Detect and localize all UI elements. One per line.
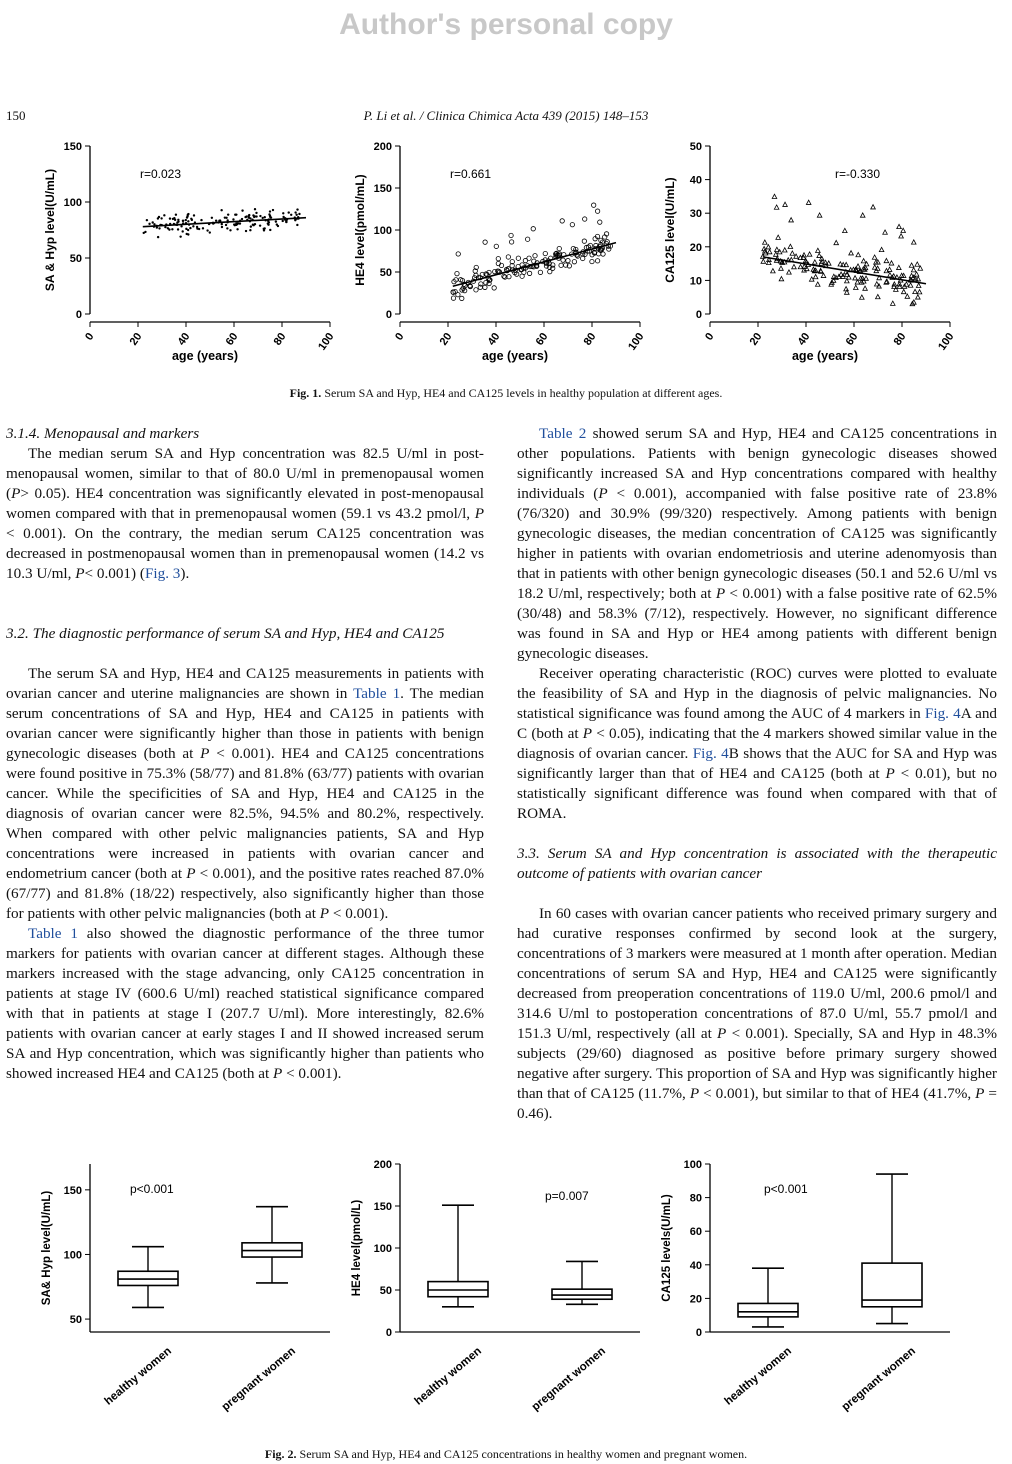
- data-point: [179, 235, 181, 237]
- paragraph-other-populations: Table 2 showed serum SA and Hyp, HE4 and CA125 concentrations in other populations. Patients with benign gynecologic diseases showed significantly increased SA and Hyp concentrations compared with healthy individuals (P < 0.001), accompanied with false positive rate of 23.8% (76/320) and 30.9% (99/320) respectively. Among patients with benign gynecologic diseases, the median concentration of CA125 was significantly higher in patients with ovarian endometriosis and uterine adenomyosis than that in patients with other benign gynecologic diseases (50.1 and 52.6 U/ml vs 18.2 U/ml, respectively; both at P < 0.001) with a false positive rate of 62.5% (30/48) and 58.3% (7/12), respectively. However, no significant difference was found in SA and Hyp or HE4 among patients with different benign gynecologic diseases.: [517, 425, 998, 662]
- data-point: [909, 263, 914, 267]
- data-point: [595, 259, 599, 263]
- data-point: [177, 219, 179, 221]
- fig-3-link[interactable]: Fig. 3: [144, 565, 181, 582]
- data-point: [185, 228, 187, 230]
- data-point: [582, 239, 586, 243]
- y-axis-label: SA& Hyp level(U/mL): [41, 1190, 53, 1306]
- data-point: [282, 220, 284, 222]
- data-point: [160, 217, 162, 219]
- data-point: [254, 208, 256, 210]
- data-point: [215, 219, 217, 221]
- data-point: [557, 246, 561, 250]
- category-label: healthy women: [722, 1345, 794, 1408]
- data-point: [156, 226, 158, 228]
- x-tick-label: 40: [795, 330, 813, 348]
- data-point: [525, 237, 529, 241]
- x-axis-label: age (years): [481, 349, 549, 363]
- correlation-annotation: r=-0.330: [835, 167, 881, 181]
- data-point: [180, 225, 182, 227]
- figure-2-caption: Fig. 2. Serum SA and Hyp, HE4 and CA125 concentrations in healthy women and pregnant women.: [264, 1447, 748, 1461]
- data-point: [189, 227, 191, 229]
- data-point: [259, 215, 261, 217]
- y-tick-label: 100: [63, 1249, 82, 1262]
- data-point: [264, 216, 266, 218]
- data-point: [163, 214, 165, 216]
- section-heading-3-1-4: 3.1.4. Menopausal and markers: [6, 425, 200, 442]
- data-point: [864, 262, 869, 266]
- data-point: [559, 263, 563, 267]
- x-tick-label: 80: [891, 330, 909, 348]
- box-iqr: [552, 1289, 612, 1299]
- category-label: healthy women: [412, 1345, 484, 1408]
- data-point: [196, 226, 198, 228]
- table-1-link[interactable]: Table 1: [28, 925, 78, 942]
- figure-2: [0, 1148, 1012, 1438]
- x-tick-label: 40: [175, 330, 193, 348]
- data-point: [187, 214, 189, 216]
- category-label: pregnant women: [219, 1345, 298, 1414]
- data-point: [290, 214, 292, 216]
- data-point: [914, 272, 919, 276]
- x-tick-label: 80: [581, 330, 599, 348]
- x-tick-label: 100: [316, 330, 337, 353]
- data-point: [244, 216, 246, 218]
- y-axis-label: HE4 level(pmol/L): [351, 1199, 363, 1297]
- data-point: [494, 244, 498, 248]
- x-axis-label: age (years): [791, 349, 859, 363]
- x-tick-label: 20: [127, 330, 145, 348]
- data-point: [860, 295, 865, 299]
- data-point: [269, 210, 271, 212]
- data-point: [234, 213, 236, 215]
- data-point: [901, 289, 906, 293]
- data-point: [872, 255, 877, 259]
- data-point: [787, 270, 792, 274]
- data-point: [853, 276, 858, 280]
- data-point: [220, 209, 222, 211]
- data-point: [560, 219, 564, 223]
- y-tick-label: 100: [63, 197, 82, 209]
- paragraph-stages: Table 1 also showed the diagnostic performance of the three tumor markers for patients with ovarian cancer at different stages. Although these markers increased with the stage advancing, only CA125 concentration in patients at stage IV (600.6 U/ml) reached statistical significance compared with that in patients at stage I (207.7 U/ml). More interestingly, 82.6% patients with ovarian cancer at early stages I and II showed increased serum SA and Hyp concentration, which was significantly higher than patients who showed increased HE4 and CA125 (both at P < 0.001).: [6, 925, 484, 1082]
- y-tick-label: 80: [689, 1192, 702, 1205]
- y-tick-label: 50: [379, 1285, 392, 1297]
- data-point: [211, 217, 213, 219]
- data-point: [572, 260, 576, 264]
- data-point: [888, 273, 893, 277]
- y-tick-label: 10: [689, 275, 702, 288]
- page-number: 150: [6, 108, 26, 123]
- data-point: [455, 271, 459, 275]
- y-tick-label: 20: [689, 1293, 702, 1306]
- data-point: [897, 224, 902, 228]
- figure-1-caption: Fig. 1. Serum SA and Hyp, HE4 and CA125 levels in healthy population at different ages.: [289, 386, 723, 400]
- y-tick-label: 0: [75, 309, 82, 321]
- data-point: [884, 258, 889, 262]
- data-point: [267, 222, 269, 224]
- data-point: [148, 223, 150, 225]
- data-point: [582, 217, 586, 221]
- trend-line: [143, 218, 306, 227]
- data-point: [190, 218, 192, 220]
- data-point: [492, 286, 496, 290]
- data-point: [232, 218, 234, 220]
- box-iqr: [738, 1303, 798, 1316]
- data-point: [295, 214, 297, 216]
- data-point: [905, 294, 910, 298]
- data-point: [815, 282, 820, 286]
- y-axis-label: CA125 level(U/mL): [663, 177, 677, 283]
- section-heading-3-3: 3.3. Serum SA and Hyp concentration is associated with the therapeutic outcome of patients with ovarian cancer: [517, 845, 997, 882]
- watermark: Author's personal copy: [339, 8, 673, 41]
- y-tick-label: 150: [373, 1201, 392, 1213]
- data-point: [298, 213, 300, 215]
- data-point: [296, 208, 298, 210]
- data-point: [177, 228, 179, 230]
- category-label: healthy women: [102, 1345, 174, 1408]
- data-point: [883, 230, 888, 234]
- data-point: [844, 287, 849, 291]
- data-point: [192, 225, 194, 227]
- data-point: [601, 252, 605, 256]
- data-point: [252, 214, 254, 216]
- data-point: [806, 200, 811, 204]
- y-tick-label: 40: [689, 1259, 702, 1272]
- data-point: [206, 229, 208, 231]
- data-point: [456, 252, 460, 256]
- data-point: [236, 223, 238, 225]
- data-point: [879, 247, 884, 251]
- data-point: [483, 285, 487, 289]
- y-tick-label: 50: [379, 267, 392, 279]
- data-point: [259, 224, 261, 226]
- correlation-annotation: r=0.661: [450, 167, 492, 181]
- data-point: [143, 232, 145, 234]
- data-point: [241, 218, 243, 220]
- data-point: [561, 258, 565, 262]
- x-tick-label: 0: [83, 330, 97, 343]
- data-point: [483, 240, 487, 244]
- y-tick-label: 100: [373, 1243, 392, 1255]
- data-point: [890, 301, 895, 305]
- data-point: [916, 283, 921, 287]
- y-tick-label: 60: [689, 1226, 702, 1239]
- data-point: [789, 218, 794, 222]
- x-tick-label: 60: [843, 330, 861, 348]
- data-point: [171, 228, 173, 230]
- data-point: [245, 230, 247, 232]
- y-tick-label: 40: [689, 174, 702, 187]
- category-label: pregnant women: [839, 1345, 918, 1414]
- data-point: [474, 288, 478, 292]
- data-point: [239, 222, 241, 224]
- data-point: [275, 220, 277, 222]
- data-point: [771, 269, 776, 273]
- fig-4-link[interactable]: Fig. 4: [692, 745, 729, 762]
- data-point: [821, 273, 826, 277]
- paragraph-menopausal: The median serum SA and Hyp concentration was 82.5 U/ml in post-menopausal women, similar to that of 80.0 U/ml in premenopausal women (P> 0.05). HE4 concentration was significantly elevated in post-menopausal women compared with that in premenopausal women (59.1 vs 43.2 pmol/l, P < 0.001). On the contrary, the median serum CA125 concentration was decreased in postmenopausal women than in premenopausal women (14.2 vs 10.3 U/ml, P< 0.001) (Fig. 3).: [6, 445, 484, 582]
- table-1-link[interactable]: Table 1: [353, 685, 401, 702]
- data-point: [911, 268, 916, 272]
- y-tick-label: 150: [63, 1184, 82, 1197]
- data-point: [861, 259, 866, 263]
- data-point: [767, 250, 772, 254]
- data-point: [790, 251, 795, 255]
- x-tick-label: 100: [626, 330, 647, 353]
- data-point: [509, 233, 513, 237]
- data-point: [158, 216, 160, 218]
- data-point: [225, 224, 227, 226]
- data-point: [185, 219, 187, 221]
- data-point: [813, 274, 818, 278]
- data-point: [807, 252, 812, 256]
- data-point: [834, 240, 839, 244]
- category-label: pregnant women: [529, 1345, 608, 1414]
- data-point: [897, 265, 902, 269]
- data-point: [598, 220, 602, 224]
- data-point: [761, 259, 766, 263]
- data-point: [181, 230, 183, 232]
- data-point: [509, 240, 513, 244]
- data-point: [221, 223, 223, 225]
- data-point: [581, 256, 585, 260]
- data-point: [496, 256, 500, 260]
- x-tick-label: 0: [393, 330, 407, 343]
- data-point: [282, 216, 284, 218]
- data-point: [533, 254, 537, 258]
- y-tick-label: 100: [683, 1159, 702, 1171]
- data-point: [182, 220, 184, 222]
- data-point: [249, 229, 251, 231]
- data-point: [779, 277, 784, 281]
- data-point: [874, 282, 879, 286]
- y-tick-label: 150: [373, 183, 392, 195]
- data-point: [538, 270, 542, 274]
- x-tick-label: 0: [703, 330, 717, 343]
- y-tick-label: 50: [69, 1314, 82, 1327]
- p-value-annotation: p=0.007: [545, 1189, 589, 1203]
- y-tick-label: 0: [695, 1327, 702, 1339]
- data-point: [200, 219, 202, 221]
- data-point: [887, 267, 892, 271]
- trend-line: [453, 243, 616, 287]
- data-point: [543, 251, 547, 255]
- data-point: [164, 226, 166, 228]
- data-point: [566, 258, 570, 262]
- data-point: [460, 296, 464, 300]
- right-column: [517, 424, 997, 1124]
- data-point: [152, 221, 154, 223]
- data-point: [792, 264, 797, 268]
- data-point: [590, 259, 594, 263]
- data-point: [516, 256, 520, 260]
- data-point: [282, 212, 284, 214]
- data-point: [899, 234, 904, 238]
- data-point: [856, 264, 861, 268]
- p-value-annotation: p<0.001: [130, 1182, 174, 1196]
- data-point: [255, 215, 257, 217]
- data-point: [268, 213, 270, 215]
- data-point: [813, 260, 818, 264]
- running-head: P. Li et al. / Clinica Chimica Acta 439 (2015) 148–153: [363, 108, 649, 123]
- data-point: [817, 253, 822, 257]
- data-point: [255, 212, 257, 214]
- data-point: [272, 209, 274, 211]
- data-point: [261, 217, 263, 219]
- data-point: [774, 205, 779, 209]
- data-point: [506, 255, 510, 259]
- data-point: [527, 271, 531, 275]
- data-point: [250, 225, 252, 227]
- data-point: [229, 229, 231, 231]
- data-point: [763, 240, 768, 244]
- data-point: [570, 222, 574, 226]
- data-point: [146, 219, 148, 221]
- data-point: [915, 262, 920, 266]
- data-point: [193, 214, 195, 216]
- x-tick-label: 60: [533, 330, 551, 348]
- correlation-annotation: r=0.023: [140, 167, 182, 181]
- data-point: [863, 286, 868, 290]
- data-point: [783, 202, 788, 206]
- data-point: [772, 194, 777, 198]
- data-point: [209, 231, 211, 233]
- y-tick-label: 200: [373, 1159, 392, 1171]
- data-point: [853, 285, 858, 289]
- fig-4-link[interactable]: Fig. 4: [924, 705, 961, 722]
- data-point: [252, 224, 254, 226]
- data-point: [248, 217, 250, 219]
- data-point: [913, 289, 918, 293]
- data-point: [856, 252, 861, 256]
- data-point: [860, 213, 865, 217]
- data-point: [776, 235, 781, 239]
- paragraph-roc: Receiver operating characteristic (ROC) curves were plotted to evaluate the feasibility of SA and Hyp in the diagnosis of pelvic malignancies. No statistical significance was found among the AUC of 4 markers in Fig. 4A and C (both at P < 0.05), indicating that the 4 markers showed similar value in the diagnosis of ovarian cancer. Fig. 4B shows that the AUC for SA and Hyp was significantly larger than that of HE4 and CA125 (both at P < 0.01), but no statistically significant difference was found when compared with that of ROMA.: [517, 665, 998, 822]
- y-axis-label: SA & Hyp level(U/mL): [43, 168, 57, 292]
- x-axis-label: age (years): [171, 349, 239, 363]
- p-value-annotation: p<0.001: [764, 1182, 808, 1196]
- data-point: [288, 211, 290, 213]
- x-tick-label: 40: [485, 330, 503, 348]
- x-tick-label: 100: [936, 330, 957, 353]
- data-point: [227, 213, 229, 215]
- data-point: [263, 228, 265, 230]
- data-point: [225, 217, 227, 219]
- y-axis-label: CA125 levels(U/mL): [661, 1194, 673, 1302]
- data-point: [269, 216, 271, 218]
- data-point: [221, 226, 223, 228]
- table-2-link[interactable]: Table 2: [539, 425, 587, 442]
- x-tick-label: 80: [271, 330, 289, 348]
- data-point: [294, 211, 296, 213]
- paragraph-diagnostic-performance: The serum SA and Hyp, HE4 and CA125 measurements in patients with ovarian cancer and uterine malignancies are shown in Table 1. The median serum concentrations of SA and Hyp, HE4 and CA125 in patients with ovarian cancer were significantly higher than those in patients with benign gynecologic diseases (both at P < 0.001). HE4 and CA125 concentrations were found positive in 75.3% (58/77) and 81.8% (63/77) patients with ovarian cancer. While the specificities of SA and Hyp, HE4 and CA125 in the diagnosis of ovarian cancer were 82.5%, 94.5% and 80.2%, respectively. When compared with other pelvic malignancies patients, SA and Hyp concentrations were increased in patients with ovarian cancer and endometrium cancer (both at P < 0.001), and the positive rates reached 87.0% (67/77) and 81.8% (18/22) respectively, also significantly higher than those for patients with other pelvic malignancies (both at P < 0.001).: [6, 665, 484, 922]
- figure-1: [0, 132, 1012, 372]
- data-point: [595, 209, 599, 213]
- x-tick-label: 20: [747, 330, 765, 348]
- y-tick-label: 20: [689, 241, 702, 254]
- data-point: [241, 209, 243, 211]
- data-point: [226, 227, 228, 229]
- data-point: [916, 295, 921, 299]
- y-tick-label: 200: [373, 141, 392, 153]
- data-point: [872, 265, 877, 269]
- data-point: [158, 227, 160, 229]
- data-point: [296, 224, 298, 226]
- data-point: [451, 296, 455, 300]
- y-tick-label: 0: [385, 309, 392, 321]
- data-point: [175, 214, 177, 216]
- data-point: [157, 236, 159, 238]
- data-point: [876, 294, 881, 298]
- y-tick-label: 30: [689, 208, 702, 221]
- data-point: [254, 223, 256, 225]
- data-point: [168, 228, 170, 230]
- data-point: [817, 213, 822, 217]
- data-point: [788, 244, 793, 248]
- trend-line: [763, 257, 926, 284]
- data-point: [775, 247, 780, 251]
- data-point: [169, 217, 171, 219]
- y-tick-label: 0: [385, 1327, 392, 1339]
- data-point: [871, 205, 876, 209]
- box-iqr: [428, 1282, 488, 1297]
- data-point: [285, 221, 287, 223]
- data-point: [779, 266, 784, 270]
- data-point: [911, 240, 916, 244]
- data-point: [849, 251, 854, 255]
- data-point: [596, 252, 600, 256]
- data-point: [917, 290, 922, 294]
- x-tick-label: 60: [223, 330, 241, 348]
- y-tick-label: 150: [63, 141, 82, 153]
- y-tick-label: 0: [695, 309, 702, 321]
- data-point: [187, 220, 189, 222]
- y-axis-label: HE4 level(pmol/mL): [353, 174, 367, 286]
- data-point: [591, 203, 595, 207]
- section-heading-3-2: 3.2. The diagnostic performance of serum SA and Hyp, HE4 and CA125: [6, 625, 445, 642]
- x-tick-label: 20: [437, 330, 455, 348]
- data-point: [531, 227, 535, 231]
- data-point: [766, 245, 771, 249]
- left-column: [6, 424, 484, 1084]
- paragraph-therapeutic-outcome: In 60 cases with ovarian cancer patients who received primary surgery and had curative responses confirmed by second look at the surgery, concentrations of 3 markers were measured at 1 month after operation. Median concentrations of serum SA and Hyp, HE4 and CA125 were significantly decreased from preoperation concentrations of 119.0 U/ml, 200.6 pmol/l and 314.6 U/ml to postoperation concentrations of 87.0 U/ml, 55.7 pmol/l and 151.3 U/ml, respectively (all at P < 0.001). Specially, SA and Hyp in 48.3% subjects (29/60) diagnosed as positive before primary surgery showed negative after surgery. This proportion of SA and Hyp was significantly higher than that of CA125 (11.7%, P < 0.001), but similar to that of HE4 (41.7%, P = 0.46).: [517, 905, 997, 1122]
- data-point: [816, 248, 821, 252]
- y-tick-label: 100: [373, 225, 392, 237]
- data-point: [523, 258, 527, 262]
- y-tick-label: 50: [689, 141, 702, 153]
- data-point: [843, 228, 848, 232]
- y-tick-label: 50: [69, 253, 82, 265]
- data-point: [269, 229, 271, 231]
- data-point: [186, 233, 188, 235]
- data-point: [174, 219, 176, 221]
- data-point: [234, 224, 236, 226]
- data-point: [889, 261, 894, 265]
- data-point: [236, 228, 238, 230]
- data-point: [276, 223, 278, 225]
- data-point: [782, 248, 787, 252]
- data-point: [202, 227, 204, 229]
